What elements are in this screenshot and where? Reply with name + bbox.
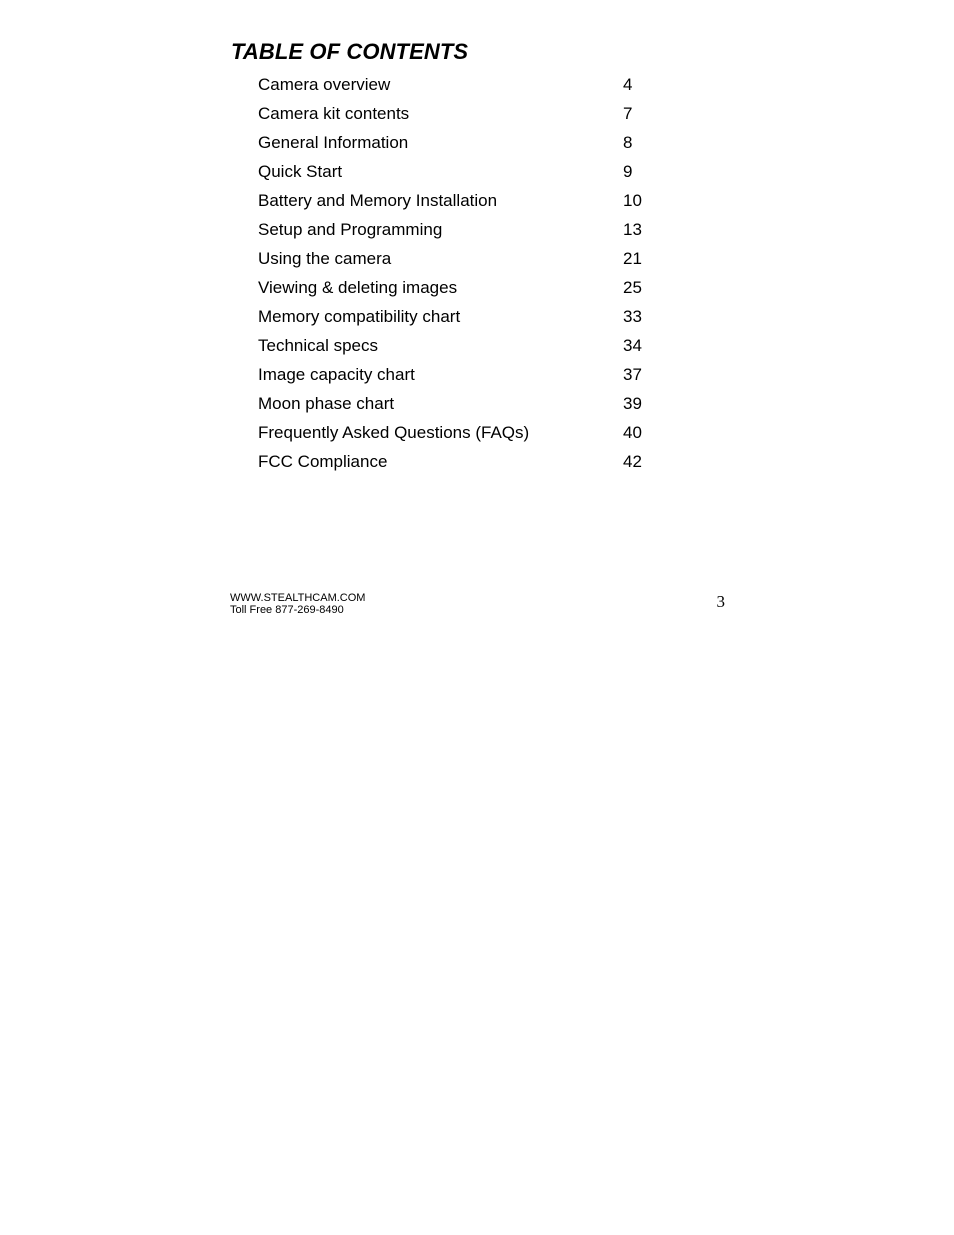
toc-entry-image-capacity-chart xyxy=(258,360,678,389)
page-title: TABLE OF CONTENTS xyxy=(231,39,469,64)
toc-entry-page: 21 xyxy=(623,249,642,268)
toc-entry-page: 37 xyxy=(623,365,642,384)
toc-entry-faqs xyxy=(258,418,678,447)
toc-entry-page: 4 xyxy=(623,75,633,94)
toc-entry-title: FCC Compliance xyxy=(258,452,388,471)
toc-entry-viewing-deleting-images xyxy=(258,273,678,302)
toc-entry-title: Image capacity chart xyxy=(258,365,415,384)
toc-entry-page: 7 xyxy=(623,104,633,123)
toc-entry-moon-phase-chart xyxy=(258,389,678,418)
toc-entry-title: Camera overview xyxy=(258,75,391,94)
page-number: 3 xyxy=(716,592,725,611)
toc-entry-camera-kit-contents xyxy=(258,99,678,128)
toc-entry-camera-overview xyxy=(258,70,678,99)
toc-entry-quick-start xyxy=(258,157,678,186)
toc-entry-page: 33 xyxy=(623,307,642,326)
toc-entry-general-information xyxy=(258,128,678,157)
toc-entry-memory-compatibility-chart xyxy=(258,302,678,331)
toc-entry-technical-specs xyxy=(258,331,678,360)
toc-entry-page: 39 xyxy=(623,394,642,413)
toc-entry-title: Battery and Memory Installation xyxy=(258,191,498,210)
toc-entry-title: Quick Start xyxy=(258,162,343,181)
toc-entry-page: 9 xyxy=(623,162,633,181)
toc-entry-title: General Information xyxy=(258,133,409,152)
table-of-contents xyxy=(258,70,678,476)
page-footer xyxy=(230,592,725,620)
toc-entry-page: 8 xyxy=(623,133,633,152)
toc-entry-title: Viewing & deleting images xyxy=(258,278,458,297)
toc-entry-setup-programming xyxy=(258,215,678,244)
toc-entry-page: 42 xyxy=(623,452,642,471)
toc-entry-page: 34 xyxy=(623,336,642,355)
toc-entry-title: Setup and Programming xyxy=(258,220,443,239)
toc-entry-fcc-compliance xyxy=(258,447,678,476)
footer-website: WWW.STEALTHCAM.COM xyxy=(230,592,366,604)
toc-entry-page: 13 xyxy=(623,220,642,239)
toc-entry-using-the-camera xyxy=(258,244,678,273)
footer-phone: Toll Free 877-269-8490 xyxy=(230,604,344,616)
toc-entry-title: Technical specs xyxy=(258,336,379,355)
toc-entry-page: 25 xyxy=(623,278,642,297)
toc-entry-title: Memory compatibility chart xyxy=(258,307,461,326)
toc-entry-battery-memory-installation xyxy=(258,186,678,215)
toc-entry-page: 10 xyxy=(623,191,642,210)
toc-entry-title: Camera kit contents xyxy=(258,104,410,123)
toc-entry-title: Frequently Asked Questions (FAQs) xyxy=(258,423,530,442)
toc-entry-title: Using the camera xyxy=(258,249,392,268)
toc-entry-title: Moon phase chart xyxy=(258,394,395,413)
toc-entry-page: 40 xyxy=(623,423,642,442)
